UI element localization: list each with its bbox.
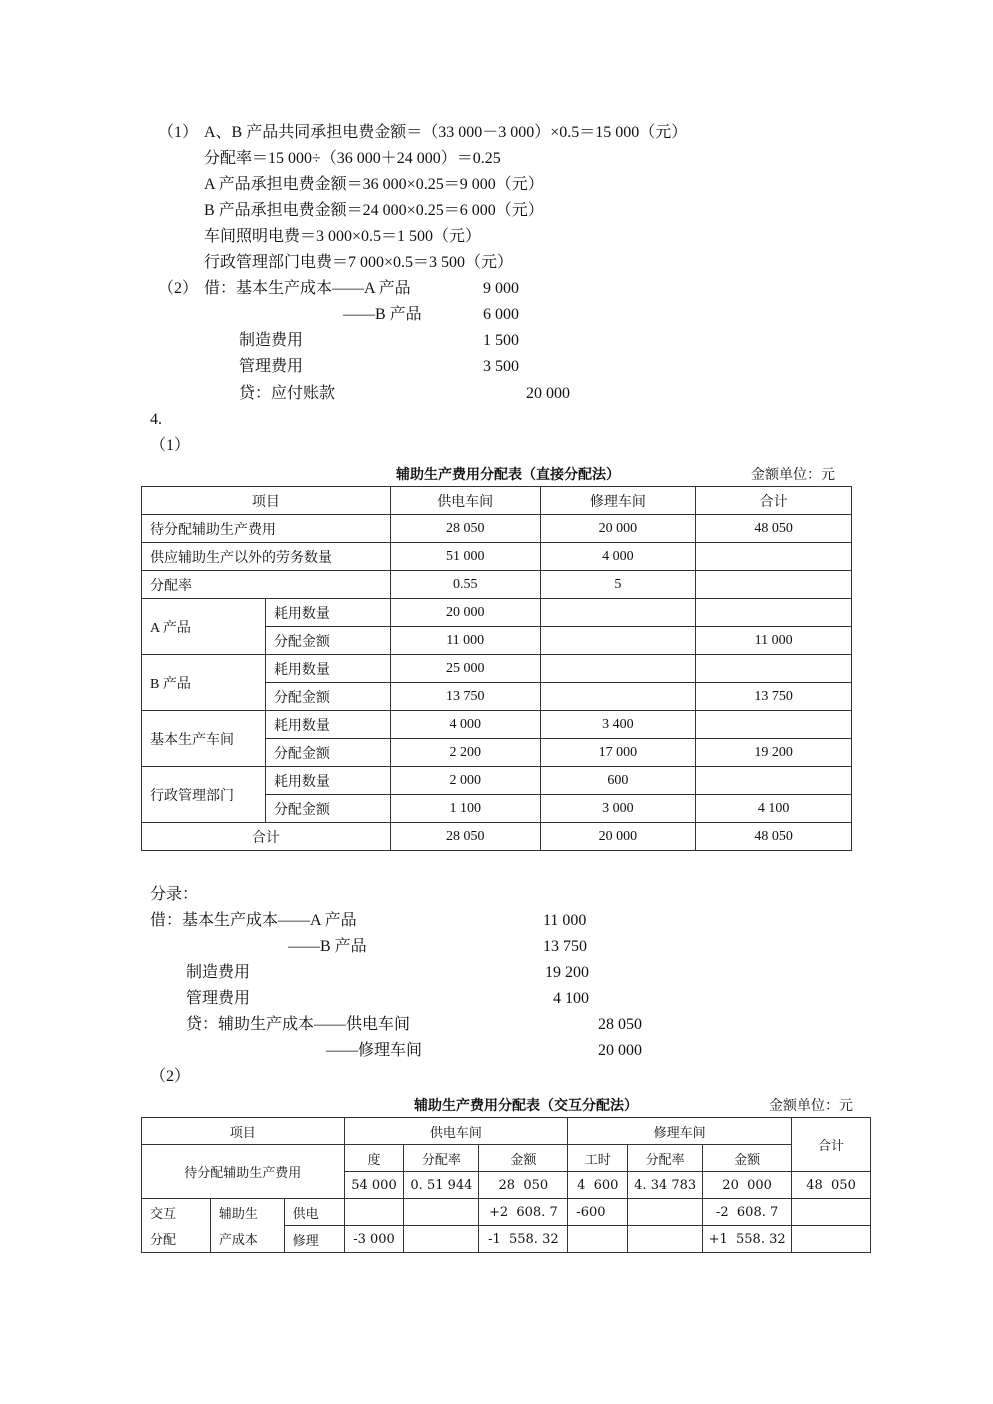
cell: 11 000 <box>696 627 852 655</box>
calc-line: 行政管理部门电费＝7 000×0.5＝3 500（元） <box>204 254 514 271</box>
journal-amount: 6 000 <box>483 306 519 323</box>
row-label: 分配率 <box>142 571 391 599</box>
header-cell: 项目 <box>142 487 391 515</box>
journal-amount: 4 100 <box>553 990 589 1007</box>
calc-line: 分配率＝15 000÷（36 000＋24 000）＝0.25 <box>204 150 501 167</box>
calc-line: A、B 产品共同承担电费金额＝（33 000－3 000）×0.5＝15 000（元） <box>204 124 688 141</box>
cell <box>404 1199 479 1226</box>
cell: 20 000 <box>540 823 696 851</box>
row-label: 供电 <box>284 1199 344 1226</box>
cell: 20 000 <box>540 515 696 543</box>
row-label: 待分配辅助生产费用 <box>142 515 391 543</box>
journal-line: 制造费用 <box>239 332 304 349</box>
group-label: 基本生产车间 <box>142 711 266 767</box>
header-cell: 供电车间 <box>344 1118 568 1145</box>
table2-unit: 金额单位：元 <box>769 1099 853 1114</box>
sub-label: 耗用数量 <box>265 767 390 795</box>
header-cell: 工时 <box>568 1145 628 1172</box>
cell: 0.55 <box>390 571 540 599</box>
sub-label: 耗用数量 <box>265 599 390 627</box>
direct-allocation-table <box>141 486 852 851</box>
cell: 48 050 <box>792 1172 871 1199</box>
part1-label: （1） <box>158 124 199 141</box>
header-cell: 分配率 <box>628 1145 703 1172</box>
journal-line: ——B 产品 <box>288 938 367 955</box>
cell: 4 100 <box>696 795 852 823</box>
header-cell: 修理车间 <box>568 1118 792 1145</box>
journal-line: 管理费用 <box>239 358 304 375</box>
calc-line: B 产品承担电费金额＝24 000×0.25＝6 000（元） <box>204 202 544 219</box>
cell: 5 <box>540 571 696 599</box>
header-cell: 合计 <box>792 1118 871 1172</box>
calc-line: A 产品承担电费金额＝36 000×0.25＝9 000（元） <box>204 176 544 193</box>
cell <box>540 655 696 683</box>
group-label: A 产品 <box>142 599 266 655</box>
cell: 2 000 <box>390 767 540 795</box>
cell: 20 000 <box>390 599 540 627</box>
journal-amount: 20 000 <box>526 385 570 402</box>
journal-line: 制造费用 <box>186 964 251 981</box>
cell: 20 000 <box>703 1172 792 1199</box>
header-cell: 合计 <box>696 487 852 515</box>
reciprocal-allocation-table <box>141 1117 871 1253</box>
sub-label: 分配金额 <box>265 739 390 767</box>
journal-line: 借：基本生产成本——A 产品 <box>204 280 411 297</box>
cell: 28 050 <box>479 1172 568 1199</box>
cell: -1 558. 32 <box>479 1226 568 1253</box>
cell <box>404 1226 479 1253</box>
cell <box>792 1199 871 1226</box>
entry-label: 分录： <box>150 886 199 903</box>
row-label: 交互 <box>142 1199 211 1226</box>
cell <box>696 543 852 571</box>
cell <box>696 767 852 795</box>
cell: 4 600 <box>568 1172 628 1199</box>
cell <box>792 1226 871 1253</box>
journal-line: 管理费用 <box>186 990 251 1007</box>
journal-amount: 20 000 <box>598 1042 642 1059</box>
cell: 17 000 <box>540 739 696 767</box>
journal-amount: 9 000 <box>483 280 519 297</box>
row-label: 分配 <box>142 1226 211 1253</box>
row-label: 产成本 <box>210 1226 284 1253</box>
cell: -3 000 <box>344 1226 404 1253</box>
cell <box>696 571 852 599</box>
cell: 11 000 <box>390 627 540 655</box>
cell: 4 000 <box>390 711 540 739</box>
table-row <box>142 767 852 795</box>
sub-label: 耗用数量 <box>265 711 390 739</box>
table-row <box>142 543 852 571</box>
cell: 54 000 <box>344 1172 404 1199</box>
table-row <box>142 711 852 739</box>
journal-amount: 11 000 <box>543 912 587 929</box>
table-total-row <box>142 823 852 851</box>
sub-question-label: （2） <box>150 1068 191 1085</box>
cell: 3 400 <box>540 711 696 739</box>
journal-amount: 1 500 <box>483 332 519 349</box>
header-cell: 度 <box>344 1145 404 1172</box>
cell <box>540 683 696 711</box>
journal-line: 借：基本生产成本——A 产品 <box>150 912 357 929</box>
cell: 48 050 <box>696 515 852 543</box>
cell: 19 200 <box>696 739 852 767</box>
group-label: B 产品 <box>142 655 266 711</box>
header-cell: 项目 <box>142 1118 345 1145</box>
table-row <box>142 571 852 599</box>
cell <box>628 1226 703 1253</box>
cell: +2 608. 7 <box>479 1199 568 1226</box>
cell <box>568 1226 628 1253</box>
table2-title: 辅助生产费用分配表（交互分配法） <box>414 1098 638 1114</box>
part2-label: （2） <box>158 280 199 297</box>
row-label: 辅助生 <box>210 1199 284 1226</box>
journal-amount: 19 200 <box>545 964 589 981</box>
cell: 1 100 <box>390 795 540 823</box>
table-row <box>142 655 852 683</box>
journal-amount: 13 750 <box>543 938 587 955</box>
table-row <box>142 515 852 543</box>
row-label: 修理 <box>284 1226 344 1253</box>
journal-amount: 28 050 <box>598 1016 642 1033</box>
cell <box>696 599 852 627</box>
sub-label: 耗用数量 <box>265 655 390 683</box>
cell: 4. 34 783 <box>628 1172 703 1199</box>
header-cell: 金额 <box>479 1145 568 1172</box>
cell <box>540 627 696 655</box>
cell: 48 050 <box>696 823 852 851</box>
cell <box>344 1199 404 1226</box>
table-row <box>142 1226 871 1253</box>
sub-label: 分配金额 <box>265 683 390 711</box>
table-subheader-row <box>142 1145 871 1172</box>
group-label: 行政管理部门 <box>142 767 266 823</box>
cell <box>696 655 852 683</box>
journal-amount: 3 500 <box>483 358 519 375</box>
table-row <box>142 1199 871 1226</box>
sub-label: 分配金额 <box>265 795 390 823</box>
cell: -600 <box>568 1199 628 1226</box>
journal-line: 贷：应付账款 <box>239 385 336 402</box>
table-header-row <box>142 1118 871 1145</box>
journal-line: ——B 产品 <box>343 306 422 323</box>
cell: 600 <box>540 767 696 795</box>
cell: 13 750 <box>390 683 540 711</box>
cell: 3 000 <box>540 795 696 823</box>
total-label: 合计 <box>142 823 391 851</box>
sub-label: 分配金额 <box>265 627 390 655</box>
header-cell: 分配率 <box>404 1145 479 1172</box>
cell: 4 000 <box>540 543 696 571</box>
header-cell: 修理车间 <box>540 487 696 515</box>
cell: -2 608. 7 <box>703 1199 792 1226</box>
cell: 25 000 <box>390 655 540 683</box>
question-number: 4. <box>150 411 162 428</box>
table1-unit: 金额单位：元 <box>751 468 835 483</box>
journal-line: ——修理车间 <box>326 1042 423 1059</box>
journal-line: 贷：辅助生产成本——供电车间 <box>186 1016 411 1033</box>
sub-question-label: （1） <box>150 437 191 454</box>
table1-title: 辅助生产费用分配表（直接分配法） <box>396 467 620 483</box>
cell: 28 050 <box>390 823 540 851</box>
cell: +1 558. 32 <box>703 1226 792 1253</box>
cell: 2 200 <box>390 739 540 767</box>
table-header-row <box>142 487 852 515</box>
cell: 0. 51 944 <box>404 1172 479 1199</box>
row-label: 待分配辅助生产费用 <box>142 1145 345 1199</box>
table-row <box>142 599 852 627</box>
cell: 13 750 <box>696 683 852 711</box>
cell <box>540 599 696 627</box>
cell: 28 050 <box>390 515 540 543</box>
calc-line: 车间照明电费＝3 000×0.5＝1 500（元） <box>204 228 482 245</box>
cell <box>696 711 852 739</box>
header-cell: 金额 <box>703 1145 792 1172</box>
header-cell: 供电车间 <box>390 487 540 515</box>
cell: 51 000 <box>390 543 540 571</box>
row-label: 供应辅助生产以外的劳务数量 <box>142 543 391 571</box>
cell <box>628 1199 703 1226</box>
